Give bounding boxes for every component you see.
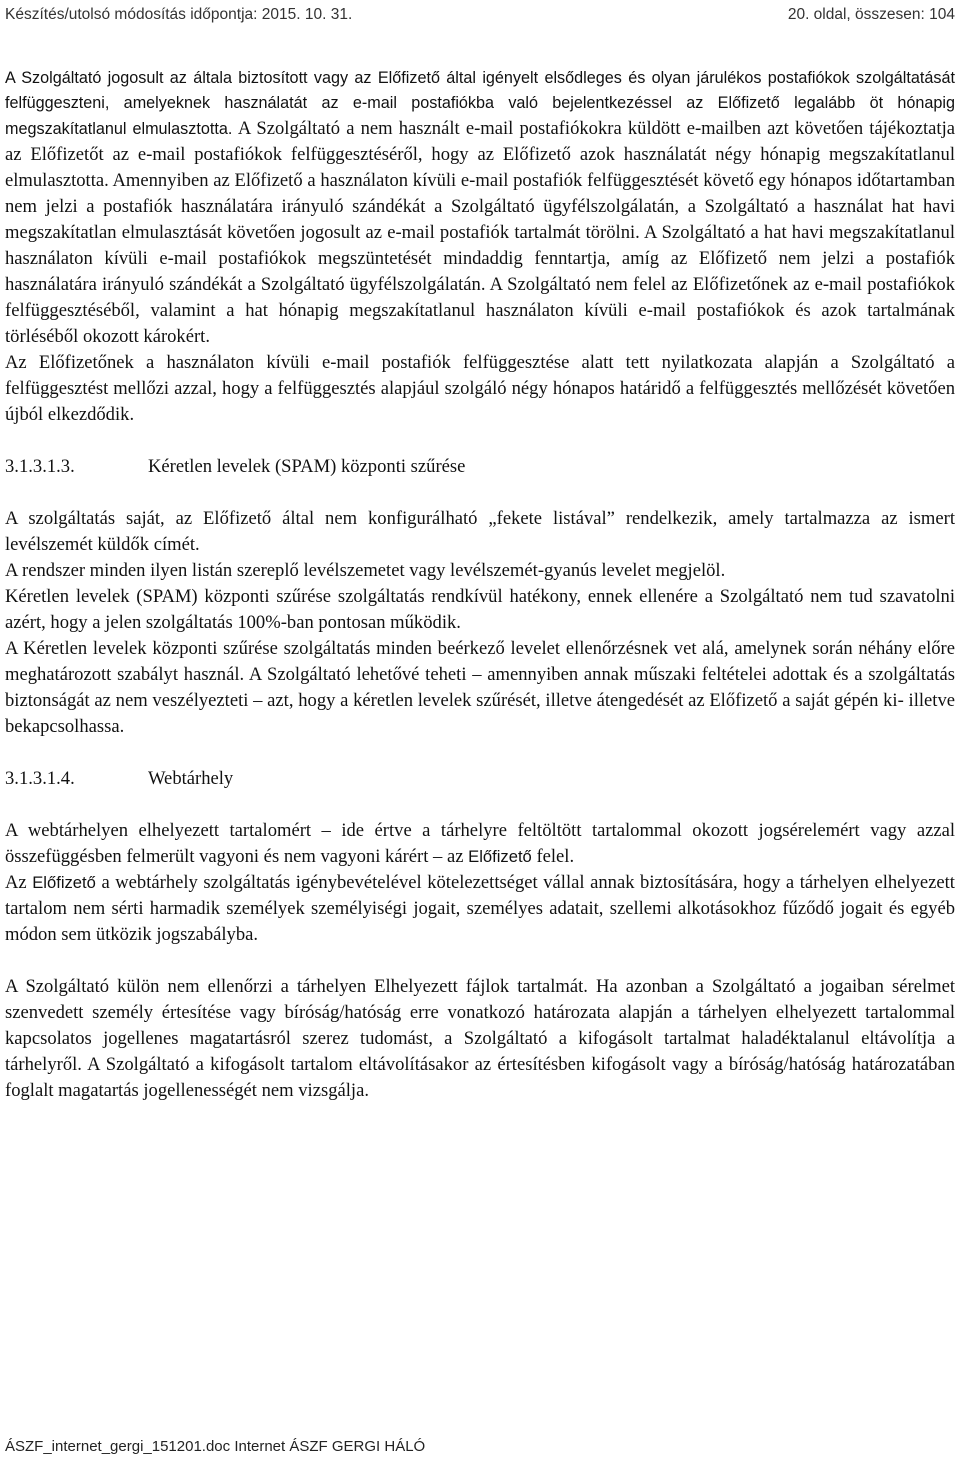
- spam-paragraph: A szolgáltatás saját, az Előfizető által nem konfigurálható „fekete listával” rendelkezik, amely tartalmazza az ismert levélszemét küldők címét.: [5, 508, 955, 555]
- web-p1-text: A webtárhelyen elhelyezett tartalomért – ide értve a tárhelyre feltöltött tartalommal okozott jogsérelemért vagy azzal összefüggésben felmerült vagyoni és nem vagyoni kárért – az: [5, 820, 955, 867]
- spam-paragraph: Kéretlen levelek (SPAM) központi szűrése szolgáltatás rendkívül hatékony, ennek ellenére a Szolgáltató nem tud szavatolni azért, hogy a jelen szolgáltatás 100%-ban pontosan működik.: [5, 586, 955, 633]
- header-date: Készítés/utolsó módosítás időpontja: 2015. 10. 31.: [5, 6, 353, 23]
- page-header: [5, 6, 955, 32]
- page-footer: ÁSZF_internet_gergi_151201.doc Internet ÁSZF GERGI HÁLÓ: [5, 1438, 426, 1455]
- spam-paragraphs: [5, 506, 955, 740]
- mailbox-suspension-serif-text: A Szolgáltató a nem használt e-mail postafiókokra küldött e-mailben azt követően tájékoztatja az Előfizetőt az e-mail postafiókok felfüggesztéséről, hogy az Előfizető azok használatát négy hónapig megszakítatlanul elmulasztotta. Amennyiben az Előfizető a használaton kívüli e-mail postafiók felfüggesztését követő egy hónapos időtartamban nem jelzi a postafiók használatára irányuló szándékát a Szolgáltató ügyfélszolgálatán, a Szolgáltató a használat hat havi megszakítatlan elmulasztását követően jogosult az e-mail postafiók tartalmát törölni. A Szolgáltató a hat havi megszakítatlanul használaton kívüli e-mail postafiókok megszüntetését mindaddig fenntartja, amíg az Előfizető nem jelzi a postafiók használatára irányuló szándékát a Szolgáltató ügyfélszolgálatán. A Szolgáltató nem felel az Előfizetőnek az e-mail postafiókok felfüggesztéséből, valamint a hat hónapig megszakítatlanul használaton kívüli e-mail postafiókok és azok tartalmának törléséből okozott károkért.: [5, 118, 955, 347]
- header-page-number: 20. oldal, összesen: 104: [787, 6, 955, 23]
- webhosting-paragraphs: [5, 818, 955, 948]
- webhosting-content-removal-paragraph: A Szolgáltató külön nem ellenőrzi a tárhelyen Elhelyezett fájlok tartalmát. Ha azonban a Szolgáltató a jogaiban sérelmet szenvedett személy értesítése vagy bíróság/hatóság erre vonatkozó határozata alapján a tárhelyen elhelyezett tartalommal kapcsolatos jogellenes magatartásról szerez tudomást, a Szolgáltató a kifogásolt tartalmat haladéktalanul eltávolítja a tárhelyről. A Szolgáltató a kifogásolt tartalom eltávolításakor az értesítésben kifogásolt vagy a bíróság/hatóság határozatában foglalt magatartás jogellenességét nem vizsgálja.: [5, 976, 955, 1101]
- webhosting-liability-paragraph: [5, 818, 955, 870]
- web-p1-tail: felel.: [531, 846, 575, 867]
- paragraph-suspension-waiver: Az Előfizetőnek a használaton kívüli e-mail postafiók felfüggesztése alatt tett nyilatkozata alapján a Szolgáltató a felfüggesztést mellőzi azzal, hogy a felfüggesztés alapjául szolgáló négy hónapos határidő a felfüggesztés mellőzését követően újból elkezdődik.: [5, 352, 955, 425]
- web-p1-subscriber: Előfizető: [468, 847, 532, 866]
- section-heading-webhosting: [5, 766, 955, 792]
- web-p2-tail: a webtárhely szolgáltatás igénybevételével kötelezettséget vállal annak biztosítására, hogy a tárhelyen elhelyezett tartalom nem sérti harmadik személyek személyiségi jogait, személyes adatait, szellemi alkotásokhoz fűződő jogait és egyéb módon sem ütközik jogszabályba.: [5, 872, 955, 945]
- paragraph-mailbox-suspension: [5, 66, 955, 350]
- webhosting-obligation-paragraph: [5, 870, 955, 948]
- web-p2-subscriber: Előfizető: [32, 873, 96, 892]
- section-title: Kéretlen levelek (SPAM) központi szűrése: [148, 456, 466, 477]
- section-number: 3.1.3.1.3.: [5, 456, 75, 477]
- spam-paragraph: A rendszer minden ilyen listán szereplő levélszemetet vagy levélszemét-gyanús levelet megjelöl.: [5, 560, 726, 581]
- section-title: Webtárhely: [148, 768, 234, 789]
- web-p2-text: Az: [5, 872, 33, 893]
- section-heading-spam: [5, 454, 955, 480]
- section-number: 3.1.3.1.4.: [5, 768, 75, 789]
- mailbox-suspension-sans-text: A Szolgáltató jogosult az általa biztosított vagy az Előfizető által igényelt elsődleges és olyan járulékos postafiókok szolgáltatását felfüggeszteni, amelyeknek használatát az e-mail postafiókba való bejelentkezéssel az Előfizető legalább öt hónapig megszakítatlanul elmulasztotta.: [5, 69, 955, 138]
- spam-paragraph: A Kéretlen levelek központi szűrése szolgáltatás minden beérkező levelet ellenőrzésnek vet alá, amelynek során néhány előre meghatározott szabályt használ. A Szolgáltató lehetővé teheti – amennyiben annak műszaki feltételei adottak és a szolgáltatás biztonságát az nem veszélyezteti – azt, hogy a kéretlen levelek szűrését, illetve átengedését az Előfizető a saját gépén ki- illetve bekapcsolhassa.: [5, 638, 955, 737]
- document-body: [5, 66, 955, 1104]
